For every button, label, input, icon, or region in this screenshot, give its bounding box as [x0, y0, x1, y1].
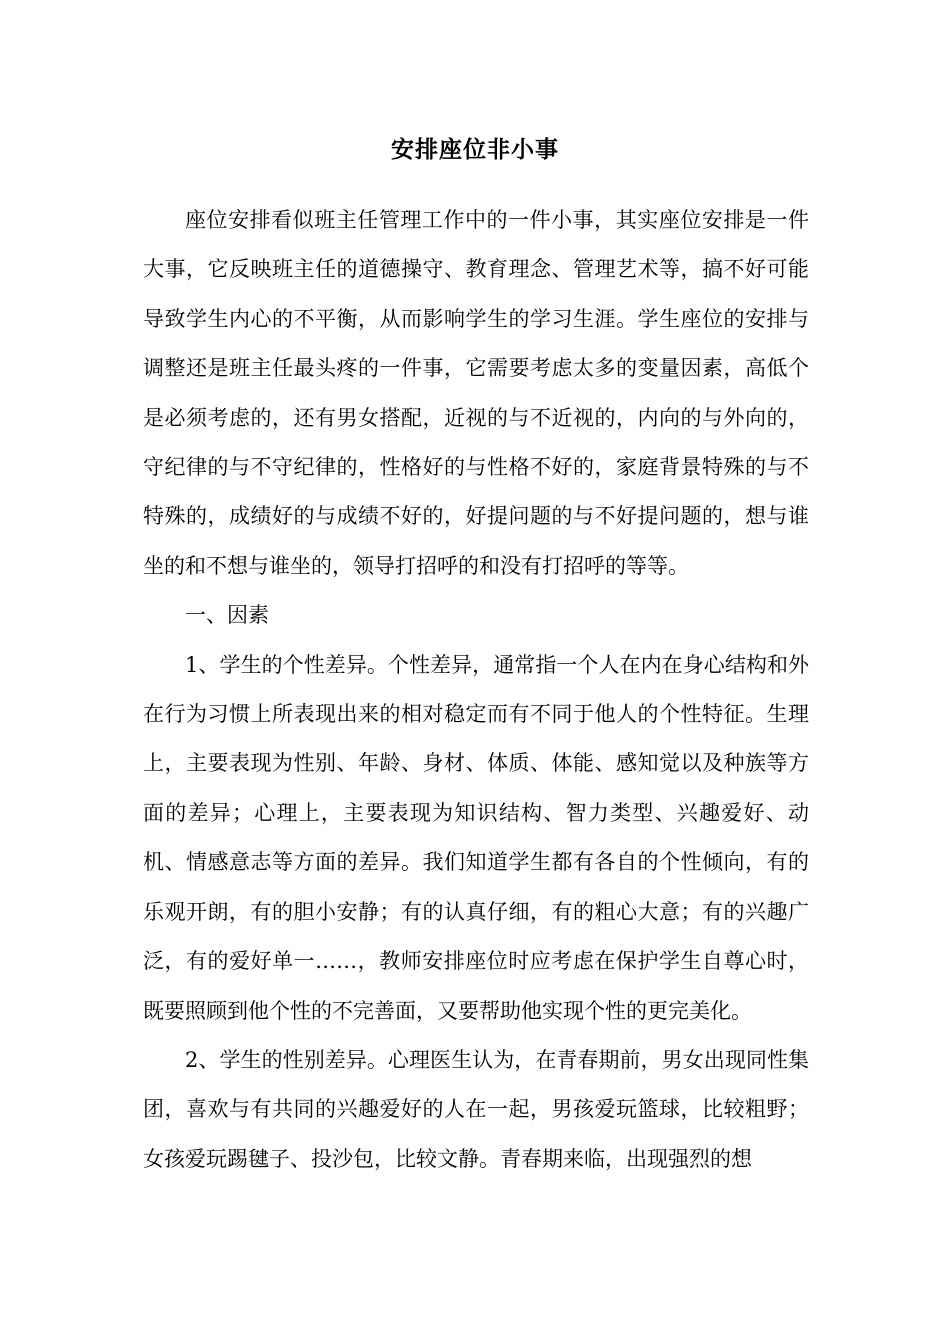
paragraph-personality-differences: 1、学生的个性差异。个性差异，通常指一个人在内在身心结构和外在行为习惯上所表现出来的相对稳定而有不同于他人的个性特征。生理上，主要表现为性别、年龄、身材、体质、体能、感知觉以及种族等方面的差异；心理上，主要表现为知识结构、智力类型、兴趣爱好、动机、情感意志等方面的差异。我们知道学生都有各自的个性倾向，有的乐观开朗，有的胆小安静；有的认真仔细，有的粗心大意；有的兴趣广泛，有的爱好单一……，教师安排座位时应考虑在保护学生自尊心时，既要照顾到他个性的不完善面，又要帮助他实现个性的更完美化。 — [143, 652, 809, 1023]
paragraph-gender-differences: 2、学生的性别差异。心理医生认为，在青春期前，男女出现同性集团，喜欢与有共同的兴趣爱好的人在一起，男孩爱玩篮球，比较粗野；女孩爱玩踢毽子、投沙包，比较文静。青春期来临，出现强烈的想 — [143, 1047, 809, 1171]
section-heading-factors: 一、因素 — [185, 603, 269, 628]
document-title: 安排座位非小事 — [391, 136, 559, 163]
paragraph-intro: 座位安排看似班主任管理工作中的一件小事，其实座位安排是一件大事，它反映班主任的道德操守、教育理念、管理艺术等，搞不好可能导致学生内心的不平衡，从而影响学生的学习生涯。学生座位的安排与调整还是班主任最头疼的一件事，它需要考虑太多的变量因素，高低个是必须考虑的，还有男女搭配，近视的与不近视的，内向的与外向的，守纪律的与不守纪律的，性格好的与性格不好的，家庭背景特殊的与不特殊的，成绩好的与成绩不好的，好提问题的与不好提问题的，想与谁坐的和不想与谁坐的，领导打招呼的和没有打招呼的等等。 — [143, 208, 809, 578]
document-body — [143, 196, 809, 1184]
